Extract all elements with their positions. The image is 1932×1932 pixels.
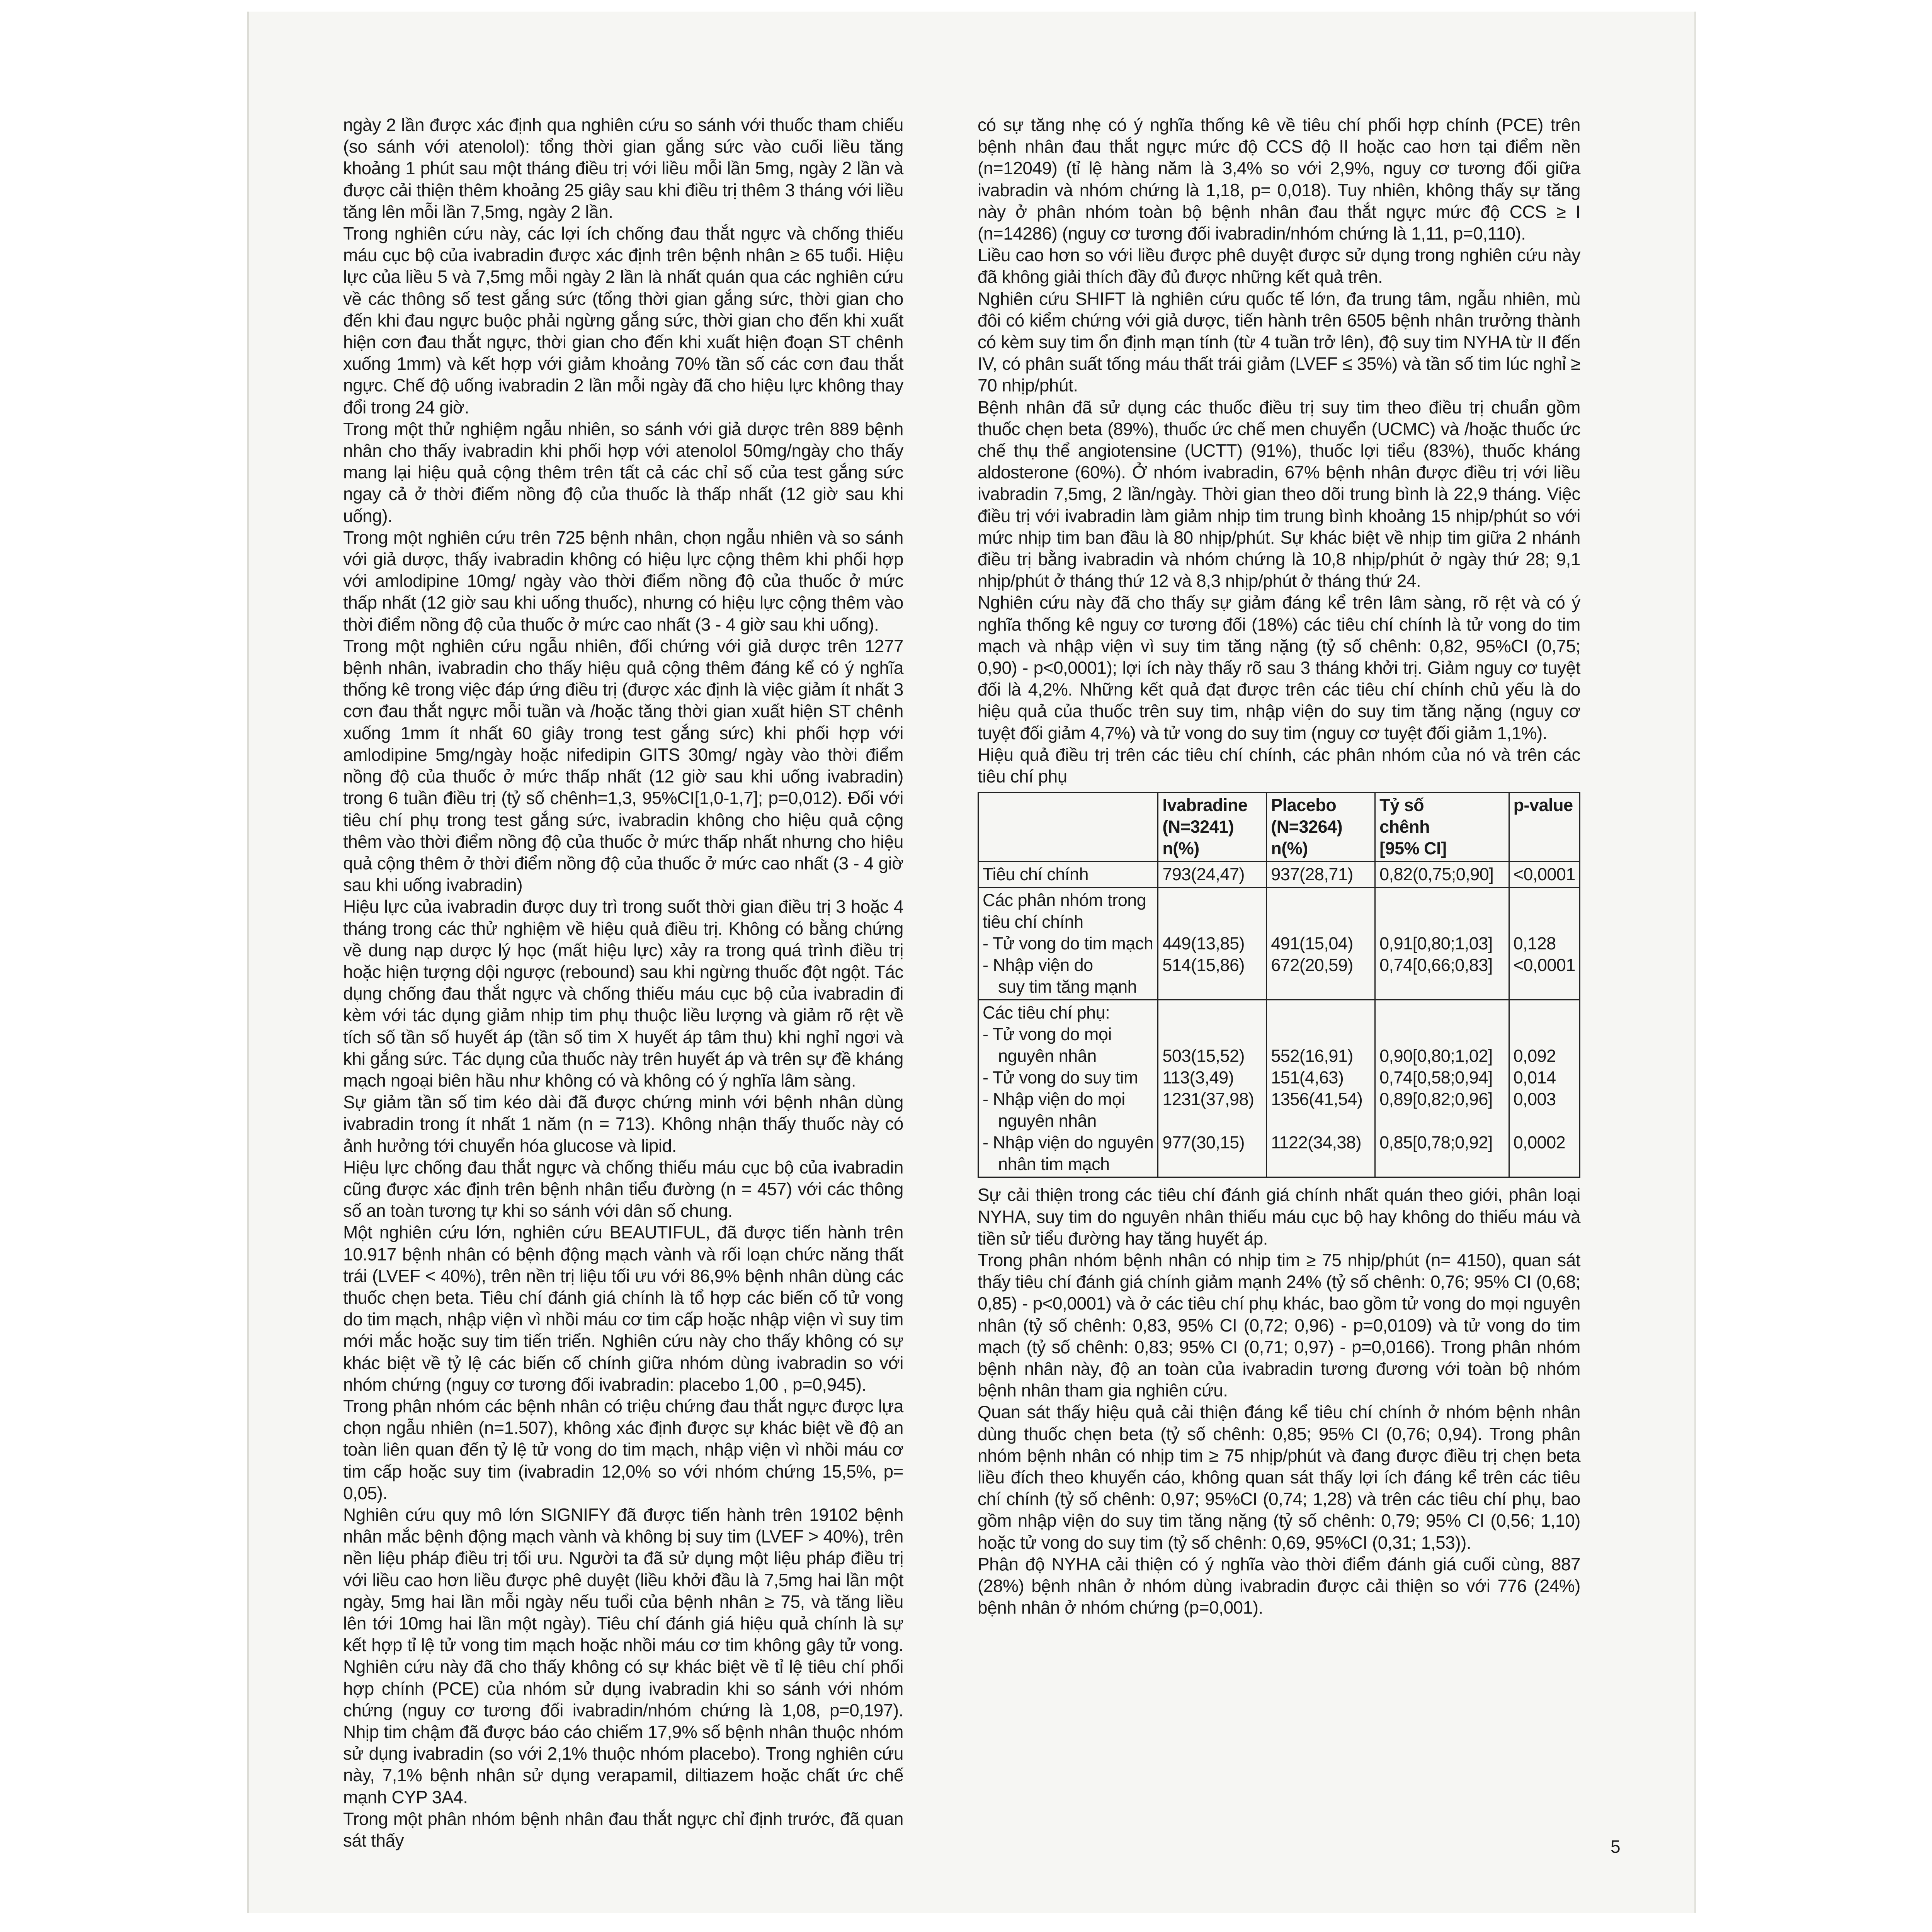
paragraph: Trong một phân nhóm bệnh nhân đau thắt ngực chỉ định trước, đã quan sát thấy <box>343 1808 903 1851</box>
label-line: nguyên nhân <box>998 1111 1097 1131</box>
paragraph: Nghiên cứu SHIFT là nghiên cứu quốc tế lớn, đa trung tâm, ngẫu nhiên, mù đôi có kiểm chứng với giả dược, tiến hành trên 6505 bệnh nhân trưởng thành có kèm suy tim ổn định mạn tính (từ 4 tuần trở lên), độ suy tim NYHA từ II đến IV, có phân suất tống máu thất trái giảm (LVEF ≤ 35%) và tần số tim lúc nghỉ ≥ 70 nhịp/phút. <box>978 288 1580 396</box>
cell-value: 491(15,04) <box>1271 934 1353 954</box>
cell-value: 0,74[0,58;0,94] <box>1379 1068 1493 1088</box>
paragraph: Bệnh nhân đã sử dụng các thuốc điều trị suy tim theo điều trị chuẩn gồm thuốc chẹn beta (89%), thuốc ức chế men chuyển (UCMC) và /hoặc thuốc ức chế thụ thể angiotensine (UCTT) (91%), thuốc lợi tiểu (83%), thuốc kháng aldosterone (60%). Ở nhóm ivabradin, 67% bệnh nhân được điều trị với liều ivabradin 7,5mg, 2 lần/ngày. Thời gian theo dõi trung bình là 22,9 tháng. Việc điều trị với ivabradin làm giảm nhịp tim trung bình khoảng 15 nhịp/phút so với mức nhịp tim ban đầu là 80 nhịp/phút. Sự khác biệt về nhịp tim giữa 2 nhánh điều trị bằng ivabradin và nhóm chứng là 10,8 nhịp/phút ở ngày thứ 28; 9,1 nhịp/phút ở tháng thứ 12 và 8,3 nhịp/phút ở tháng thứ 24. <box>978 397 1580 591</box>
cell-value: <0,0001 <box>1513 955 1575 975</box>
paragraph: Trong một nghiên cứu trên 725 bệnh nhân, chọn ngẫu nhiên và so sánh với giả dược, thấy ivabradin không có hiệu lực cộng thêm khi phối hợp với amlodipine 10mg/ ngày vào thời điểm nồng độ của thuốc ở mức thấp nhất (12 giờ sau khi uống thuốc), nhưng có hiệu lực cộng thêm vào thời điểm nồng độ của thuốc ở mức cao nhất (3 - 4 giờ sau khi uống). <box>343 527 903 634</box>
label-line: nhân tim mạch <box>998 1154 1110 1174</box>
table-row-primary <box>978 862 1580 888</box>
paragraph: Trong một thử nghiệm ngẫu nhiên, so sánh với giả dược trên 889 bệnh nhân cho thấy ivabradin khi phối hợp với atenolol 50mg/ngày cho thấy mang lại hiệu quả cộng thêm trên tất cả các chỉ số của test gắng sức ngay cả ở thời điểm nồng độ của thuốc là thấp nhất (12 giờ sau khi uống). <box>343 418 903 526</box>
label-line: - Nhập viện do <box>983 955 1093 975</box>
paragraph: có sự tăng nhẹ có ý nghĩa thống kê về tiêu chí phối hợp chính (PCE) trên bệnh nhân đau thắt ngực mức độ CCS độ II hoặc cao hơn tại điểm nền (n=12049) (tỉ lệ hàng năm là 3,4% so với 2,9%, nguy cơ tương đối giữa ivabradin và nhóm chứng là 1,18, p= 0,018). Tuy nhiên, không thấy sự tăng này ở phân nhóm toàn bộ bệnh nhân đau thắt ngực mức độ CCS ≥ I (n=14286) (nguy cơ tương đối ivabradin/nhóm chứng là 1,11, p=0,110). <box>978 115 1580 244</box>
paragraph: Trong một nghiên cứu ngẫu nhiên, đối chứng với giả dược trên 1277 bệnh nhân, ivabradin cho thấy hiệu quả cộng thêm đáng kể có ý nghĩa thống kê trong việc đáp ứng điều trị (được xác định là việc giảm ít nhất 3 cơn đau thắt ngực mỗi tuần và /hoặc tăng thời gian xuất hiện ST chênh xuống 1mm ít nhất 60 giây trong test gắng sức) khi phối hợp với amlodipine 5mg/ngày hoặc nifedipin GITS 30mg/ ngày vào thời điểm nồng độ của thuốc ở mức thấp nhất (12 giờ sau khi uống ivabradin) trong 6 tuần điều trị (tỷ số chênh=1,3, 95%CI[1,0-1,7]; p=0,012). Đối với tiêu chí phụ trong test gắng sức, ivabradin không cho hiệu quả cộng thêm vào thời điểm nồng độ của thuốc ở mức thấp nhất nhưng cho hiệu quả cộng thêm ở thời điểm nồng độ của thuốc ở mức cao nhất (3 - 4 giờ sau khi uống ivabradin) <box>343 636 903 895</box>
cell-value: 1122(34,38) <box>1271 1133 1362 1153</box>
cell-value: 0,014 <box>1513 1068 1556 1088</box>
label-line: Các phân nhóm trong <box>983 890 1146 910</box>
paragraph: Nghiên cứu này đã cho thấy sự giảm đáng kể trên lâm sàng, rõ rệt và có ý nghĩa thống kê nguy cơ tương đối (18%) các tiêu chí chính là tử vong do tim mạch và nhập viện vì suy tim tăng nặng (tỷ số chênh: 0,82, 95%CI (0,75; 0,90) - p<0,0001); lợi ích này thấy rõ sau 3 tháng khởi trị. Giảm nguy cơ tuyệt đối là 4,2%. Những kết quả đạt được trên các tiêu chí chính chủ yếu là do hiệu quả của thuốc trên suy tim, nhập viện do suy tim tăng nặng (nguy cơ tuyệt đối giảm 4,7%) và tử vong do suy tim (nguy cơ tuyệt đối giảm 1,1%). <box>978 592 1580 743</box>
row-label <box>978 888 1158 1000</box>
paragraph: Hiệu lực của ivabradin được duy trì trong suốt thời gian điều trị 3 hoặc 4 tháng trong các thử nghiệm về hiệu quả điều trị. Không có bằng chứng về dung nạp dược lý học (mất hiệu lực) xảy ra trong quá trình điều trị hoặc hiện tượng dội ngược (rebound) sau khi ngừng thuốc đột ngột. Tác dụng chống đau thắt ngực và chống thiếu máu cục bộ của ivabradin đi kèm với tác dụng giảm nhịp tim phụ thuộc liều lượng và giảm rõ rệt về tích số tần số huyết áp (tần số tim X huyết áp tâm thu) khi nghỉ ngơi và khi gắng sức. Tác dụng của thuốc này trên huyết áp và trên sự đề kháng mạch ngoại biên hầu như không có và không có ý nghĩa lâm sàng. <box>343 896 903 1090</box>
paragraph: ngày 2 lần được xác định qua nghiên cứu so sánh với thuốc tham chiếu (so sánh với atenolol): tổng thời gian gắng sức vào cuối liều tăng khoảng 1 phút sau một tháng điều trị với liều mỗi lần 5mg, ngày 2 lần và được cải thiện thêm khoảng 25 giây sau khi điều trị thêm 3 tháng với liều tăng lên mỗi lần 7,5mg, ngày 2 lần. <box>343 115 903 222</box>
table-row-secondary <box>978 1000 1580 1177</box>
label-line: - Tử vong do mọi <box>983 1024 1112 1044</box>
header-line: (N=3241) <box>1162 817 1234 837</box>
paragraph: Phân độ NYHA cải thiện có ý nghĩa vào thời điểm đánh giá cuối cùng, 887 (28%) bệnh nhân ở nhóm dùng ivabradin được cải thiện so với 776 (24%) bệnh nhân ở nhóm chứng (p=0,001). <box>978 1554 1580 1618</box>
cell-value: 672(20,59) <box>1271 955 1353 975</box>
paragraph: Sự cải thiện trong các tiêu chí đánh giá chính nhất quán theo giới, phân loại NYHA, suy tim do nguyên nhân thiếu máu cục bộ hay không do thiếu máu và tiền sử tiểu đường hay tăng huyết áp. <box>978 1185 1580 1248</box>
label-line: tiêu chí chính <box>983 912 1083 932</box>
cell-ivabradine <box>1158 888 1267 1000</box>
cell-value: 0,85[0,78;0,92] <box>1379 1133 1493 1153</box>
cell-value: 1356(41,54) <box>1271 1089 1363 1109</box>
cell-ivabradine: 793(24,47) <box>1158 862 1267 888</box>
page-number: 5 <box>1611 1837 1621 1857</box>
cell-value: 0,0002 <box>1513 1133 1566 1153</box>
cell-p-value <box>1509 1000 1580 1177</box>
header-line: n(%) <box>1271 838 1308 859</box>
header-line: [95% CI] <box>1379 838 1447 859</box>
cell-placebo: 937(28,71) <box>1267 862 1375 888</box>
cell-p-value: <0,0001 <box>1509 862 1580 888</box>
cell-ratio: 0,82(0,75;0,90] <box>1375 862 1509 888</box>
header-line: Ivabradine <box>1162 795 1248 815</box>
label-line: Các tiêu chí phụ: <box>983 1003 1110 1023</box>
table-row-subgroups <box>978 888 1580 1000</box>
cell-value: 0,092 <box>1513 1046 1556 1066</box>
cell-value: 0,91[0,80;1,03] <box>1379 934 1493 954</box>
cell-value: 449(13,85) <box>1162 934 1245 954</box>
paragraph: Hiệu lực chống đau thắt ngực và chống thiếu máu cục bộ của ivabradin cũng được xác định trên bệnh nhân tiểu đường (n = 457) với các thông số an toàn tương tự khi so sánh với dân số chung. <box>343 1157 903 1221</box>
paragraph: Một nghiên cứu lớn, nghiên cứu BEAUTIFUL, đã được tiến hành trên 10.917 bệnh nhân có bệnh động mạch vành và rối loạn chức năng thất trái (LVEF < 40%), trên nền trị liệu tối ưu với 86,9% bệnh nhân dùng các thuốc chẹn beta. Tiêu chí đánh giá chính là tổ hợp các biến cố tử vong do tim mạch, nhập viện vì nhồi máu cơ tim cấp hoặc nhập viện vì suy tim mới mắc hoặc suy tim tiến triển. Nghiên cứu này cho thấy không có sự khác biệt về tỷ lệ các biến cố chính giữa nhóm dùng ivabradin so với nhóm chứng (nguy cơ tương đối ivabradin: placebo 1,00 , p=0,945). <box>343 1222 903 1395</box>
cell-value: 0,89[0,82;0,96] <box>1379 1089 1493 1109</box>
cell-value: 0,128 <box>1513 934 1556 954</box>
cell-value: 0,003 <box>1513 1089 1556 1109</box>
label-line: suy tim tăng mạnh <box>998 977 1137 997</box>
header-line: (N=3264) <box>1271 817 1343 837</box>
header-ivabradine <box>1158 793 1267 862</box>
cell-value: 503(15,52) <box>1162 1046 1245 1066</box>
header-p-value: p-value <box>1509 793 1580 862</box>
header-line: n(%) <box>1162 838 1199 859</box>
results-table <box>978 792 1580 1178</box>
label-line: - Nhập viện do mọi <box>983 1089 1125 1109</box>
table-header-empty <box>978 793 1158 862</box>
paragraph: Liều cao hơn so với liều được phê duyệt được sử dụng trong nghiên cứu này đã không giải thích đầy đủ được những kết quả trên. <box>978 245 1580 287</box>
cell-value: 0,74[0,66;0,83] <box>1379 955 1493 975</box>
cell-ratio <box>1375 888 1509 1000</box>
cell-placebo <box>1267 888 1375 1000</box>
cell-value: 113(3,49) <box>1162 1068 1234 1088</box>
table-header-row <box>978 793 1580 862</box>
label-line: - Tử vong do suy tim <box>983 1068 1138 1088</box>
cell-p-value <box>1509 888 1580 1000</box>
label-line: - Tử vong do tim mạch <box>983 934 1153 954</box>
cell-ratio <box>1375 1000 1509 1177</box>
paragraph: Sự giảm tần số tim kéo dài đã được chứng minh với bệnh nhân dùng ivabradin trong ít nhất 1 năm (n = 713). Không nhận thấy thuốc này có ảnh hưởng tới chuyển hóa glucose và lipid. <box>343 1092 903 1156</box>
paragraph: Trong phân nhóm bệnh nhân có nhịp tim ≥ 75 nhịp/phút (n= 4150), quan sát thấy tiêu chí đánh giá chính giảm mạnh 24% (tỷ số chênh: 0,76; 95% CI (0,68; 0,85) - p<0,0001) và ở các tiêu chí phụ khác, bao gồm tử vong do mọi nguyên nhân (tỷ số chênh: 0,83, 95% CI (0,72; 0,96) - p=0,0109) và tử vong do tim mạch (tỷ số chênh: 0,83; 95% CI (0,71; 0,97) - p=0,0166). Trong phân nhóm bệnh nhân này, độ an toàn của ivabradin tương đương với toàn bộ nhóm bệnh nhân tham gia nghiên cứu. <box>978 1250 1580 1401</box>
header-placebo <box>1267 793 1375 862</box>
cell-value: 0,90[0,80;1,02] <box>1379 1046 1493 1066</box>
cell-value: 1231(37,98) <box>1162 1089 1254 1109</box>
header-line: Placebo <box>1271 795 1337 815</box>
cell-placebo <box>1267 1000 1375 1177</box>
label-line: - Nhập viện do nguyên <box>983 1133 1154 1153</box>
table-caption: Hiệu quả điều trị trên các tiêu chí chính, các phân nhóm của nó và trên các tiêu chí phụ <box>978 744 1580 787</box>
paragraph: Trong phân nhóm các bệnh nhân có triệu chứng đau thắt ngực được lựa chọn ngẫu nhiên (n=1.507), không xác định được sự khác biệt về độ an toàn liên quan đến tỷ lệ tử vong do tim mạch, nhập viện vì nhồi máu cơ tim cấp hoặc suy tim (ivabradin 12,0% so với nhóm chứng 15,5%, p= 0,05). <box>343 1396 903 1503</box>
label-line: nguyên nhân <box>998 1046 1097 1066</box>
cell-value: 514(15,86) <box>1162 955 1245 975</box>
cell-value: 977(30,15) <box>1162 1133 1245 1153</box>
header-line: chênh <box>1379 817 1430 837</box>
right-text-column <box>978 114 1580 1618</box>
paragraph: Nghiên cứu quy mô lớn SIGNIFY đã được tiến hành trên 19102 bệnh nhân mắc bệnh động mạch vành và không bị suy tim (LVEF > 40%), trên nền liệu pháp điều trị tối ưu. Người ta đã sử dụng một liệu pháp điều trị với liều cao hơn liều được phê duyệt (liều khởi đầu là 7,5mg hai lần một ngày, 5mg hai lần mỗi ngày nếu tuổi của bệnh nhân ≥ 75, và tăng liều lên tới 10mg hai lần một ngày). Tiêu chí đánh giá hiệu quả chính là sự kết hợp tỉ lệ tử vong tim mạch hoặc nhồi máu cơ tim không gây tử vong. Nghiên cứu này đã cho thấy không có sự khác biệt về tỉ lệ tiêu chí phối hợp chính (PCE) của nhóm sử dụng ivabradin khi so sánh với nhóm chứng (nguy cơ tương đối ivabradin/nhóm chứng là 1,08, p=0,197). Nhịp tim chậm đã được báo cáo chiếm 17,9% số bệnh nhân thuộc nhóm sử dụng ivabradin (so với 2,1% thuộc nhóm placebo). Trong nghiên cứu này, 7,1% bệnh nhân sử dụng verapamil, diltiazem hoặc chất ức chế mạnh CYP 3A4. <box>343 1505 903 1807</box>
paragraph: Quan sát thấy hiệu quả cải thiện đáng kể tiêu chí chính ở nhóm bệnh nhân dùng thuốc chẹn beta (tỷ số chênh: 0,85; 95% CI (0,76; 0,94). Trong phân nhóm bệnh nhân có nhịp tim ≥ 75 nhịp/phút và đang được điều trị chẹn beta liều đích theo khuyến cáo, không quan sát thấy lợi ích đáng kể trên các tiêu chí chính (tỷ số chênh: 0,97; 95%CI (0,74; 1,28) và trên các tiêu chí phụ, bao gồm nhập viện do suy tim tăng nặng (tỷ số chênh: 0,79; 95% CI (0,56; 1,10) hoặc tử vong do suy tim (tỷ số chênh: 0,69, 95%CI (0,31; 1,53)). <box>978 1402 1580 1553</box>
left-text-column <box>343 114 903 1851</box>
row-label <box>978 1000 1158 1177</box>
row-label: Tiêu chí chính <box>978 862 1158 888</box>
cell-value: 151(4,63) <box>1271 1068 1344 1088</box>
paragraph: Trong nghiên cứu này, các lợi ích chống đau thắt ngực và chống thiếu máu cục bộ của ivabradin được xác định trên bệnh nhân ≥ 65 tuổi. Hiệu lực của liều 5 và 7,5mg mỗi ngày 2 lần là nhất quán qua các nghiên cứu về các thông số test gắng sức (tổng thời gian gắng sức, thời gian cho đến khi đau ngực buộc phải ngừng gắng sức, thời gian cho đến khi xuất hiện cơn đau thắt ngực, thời gian cho đến khi xuất hiện đoạn ST chênh xuống 1mm) và kết hợp với giảm khoảng 70% tần số các cơn đau thắt ngực. Chế độ uống ivabradin 2 lần mỗi ngày đã cho hiệu lực không thay đổi trong 24 giờ. <box>343 223 903 417</box>
header-line: Tỷ số <box>1379 795 1424 815</box>
cell-ivabradine <box>1158 1000 1267 1177</box>
cell-value: 552(16,91) <box>1271 1046 1353 1066</box>
header-odds-ratio <box>1375 793 1509 862</box>
